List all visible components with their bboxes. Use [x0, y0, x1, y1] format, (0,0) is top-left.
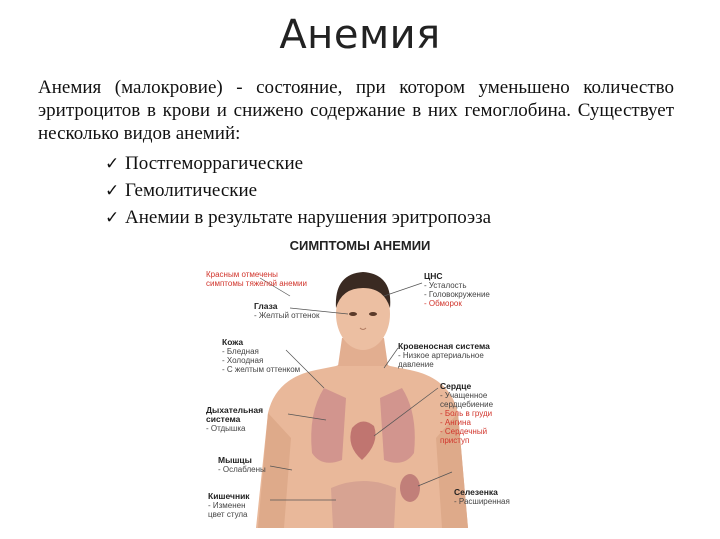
severity-note: Красным отмечены симптомы тяжелой анемии [206, 270, 307, 288]
list-item-label: Постгеморрагические [125, 153, 304, 174]
slide-title: Анемия [279, 12, 441, 58]
heart-label: Сердце - Учащенное сердцебиение - Боль в груди - Ангина - Сердечный приступ [440, 381, 494, 445]
anemia-types-list [105, 150, 491, 231]
figure-title: СИМПТОМЫ АНЕМИИ [289, 238, 431, 253]
intro-paragraph: Анемия (малокровие) - состояние, при котором уменьшено количество эритроцитов в крови и снижено содержание в них гемоглобина. Существует несколько видов анемий: [38, 77, 674, 144]
skin-label: Кожа - Бледная - Холодная - С желтым оттенком [222, 337, 301, 374]
checkmark-icon: ✓ [105, 154, 120, 174]
intestine-label: Кишечник - Изменен цвет стула [208, 491, 250, 519]
respiratory-label: Дыхательная система - Отдышка [206, 405, 264, 433]
list-item-label: Гемолитические [125, 180, 258, 201]
muscles-label: Мышцы - Ослаблены [218, 455, 266, 474]
symptoms-figure [196, 238, 524, 528]
list-item [105, 150, 491, 177]
spleen-label: Селезенка - Расширенная [454, 487, 510, 506]
eyes-label: Глаза - Желтый оттенок [254, 301, 320, 320]
cns-label: ЦНС - Усталость - Головокружение - Обморок [424, 271, 490, 308]
checkmark-icon: ✓ [105, 181, 120, 201]
list-item [105, 204, 491, 231]
list-item [105, 177, 491, 204]
list-item-label: Анемии в результате нарушения эритропоэза [125, 207, 492, 228]
circulatory-label: Кровеносная система - Низкое артериальное давление [398, 341, 490, 369]
checkmark-icon: ✓ [105, 208, 120, 228]
